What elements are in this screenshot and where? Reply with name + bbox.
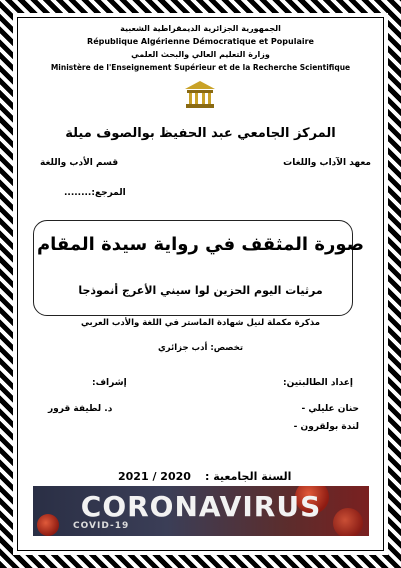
university-name: المركز الجامعي عبد الحفيظ بوالصوف ميلة: [65, 126, 336, 141]
supervision-label: إشراف:: [92, 378, 127, 388]
header-french-republic: République Algérienne Démocratique et Populaire: [87, 37, 314, 46]
coronavirus-banner: [33, 486, 369, 536]
header-french-ministry: Ministère de l'Enseignement Supérieur et de la Recherche Scientifique: [50, 63, 351, 72]
supervisor-name: د. لطيفة قرور: [48, 404, 113, 414]
thesis-purpose: مذكرة مكملة لنيل شهادة الماستر في اللغة والأدب العربي: [80, 318, 321, 328]
academic-year-value: 2021 / 2020: [118, 470, 191, 483]
banner-title: CORONAVIRUS: [80, 490, 322, 523]
student-1-name: حنان عليلي: [308, 404, 359, 414]
student-1: حنان عليلي -: [301, 404, 359, 414]
header-arabic-ministry: وزارة التعليم العالي والبحث العلمي: [131, 50, 270, 59]
institute-name: معهد الآداب واللغات: [283, 158, 371, 168]
thesis-subtitle: مرثيات اليوم الحزين لوا سيني الأعرج أنموذجا: [78, 284, 323, 297]
thesis-main-title: صورة المثقف في رواية سيدة المقام: [36, 234, 365, 255]
students-label: إعداد الطالبتين:: [283, 378, 353, 388]
reference-field: المرجع:........: [64, 188, 126, 198]
student-2: لندة بولقرون -: [293, 422, 359, 432]
academic-year-label: السنة الجامعية :: [205, 470, 292, 483]
banner-subtitle: COVID-19: [73, 521, 130, 531]
thesis-specialty: تخصص: أدب جزائري: [157, 343, 244, 353]
header-arabic-republic: الجمهورية الجزائرية الديمقراطية الشعبية: [120, 24, 281, 33]
department-name: قسم الأدب واللغة: [40, 158, 119, 168]
university-logo: [183, 80, 217, 110]
student-2-name: لندة بولقرون: [300, 422, 359, 432]
